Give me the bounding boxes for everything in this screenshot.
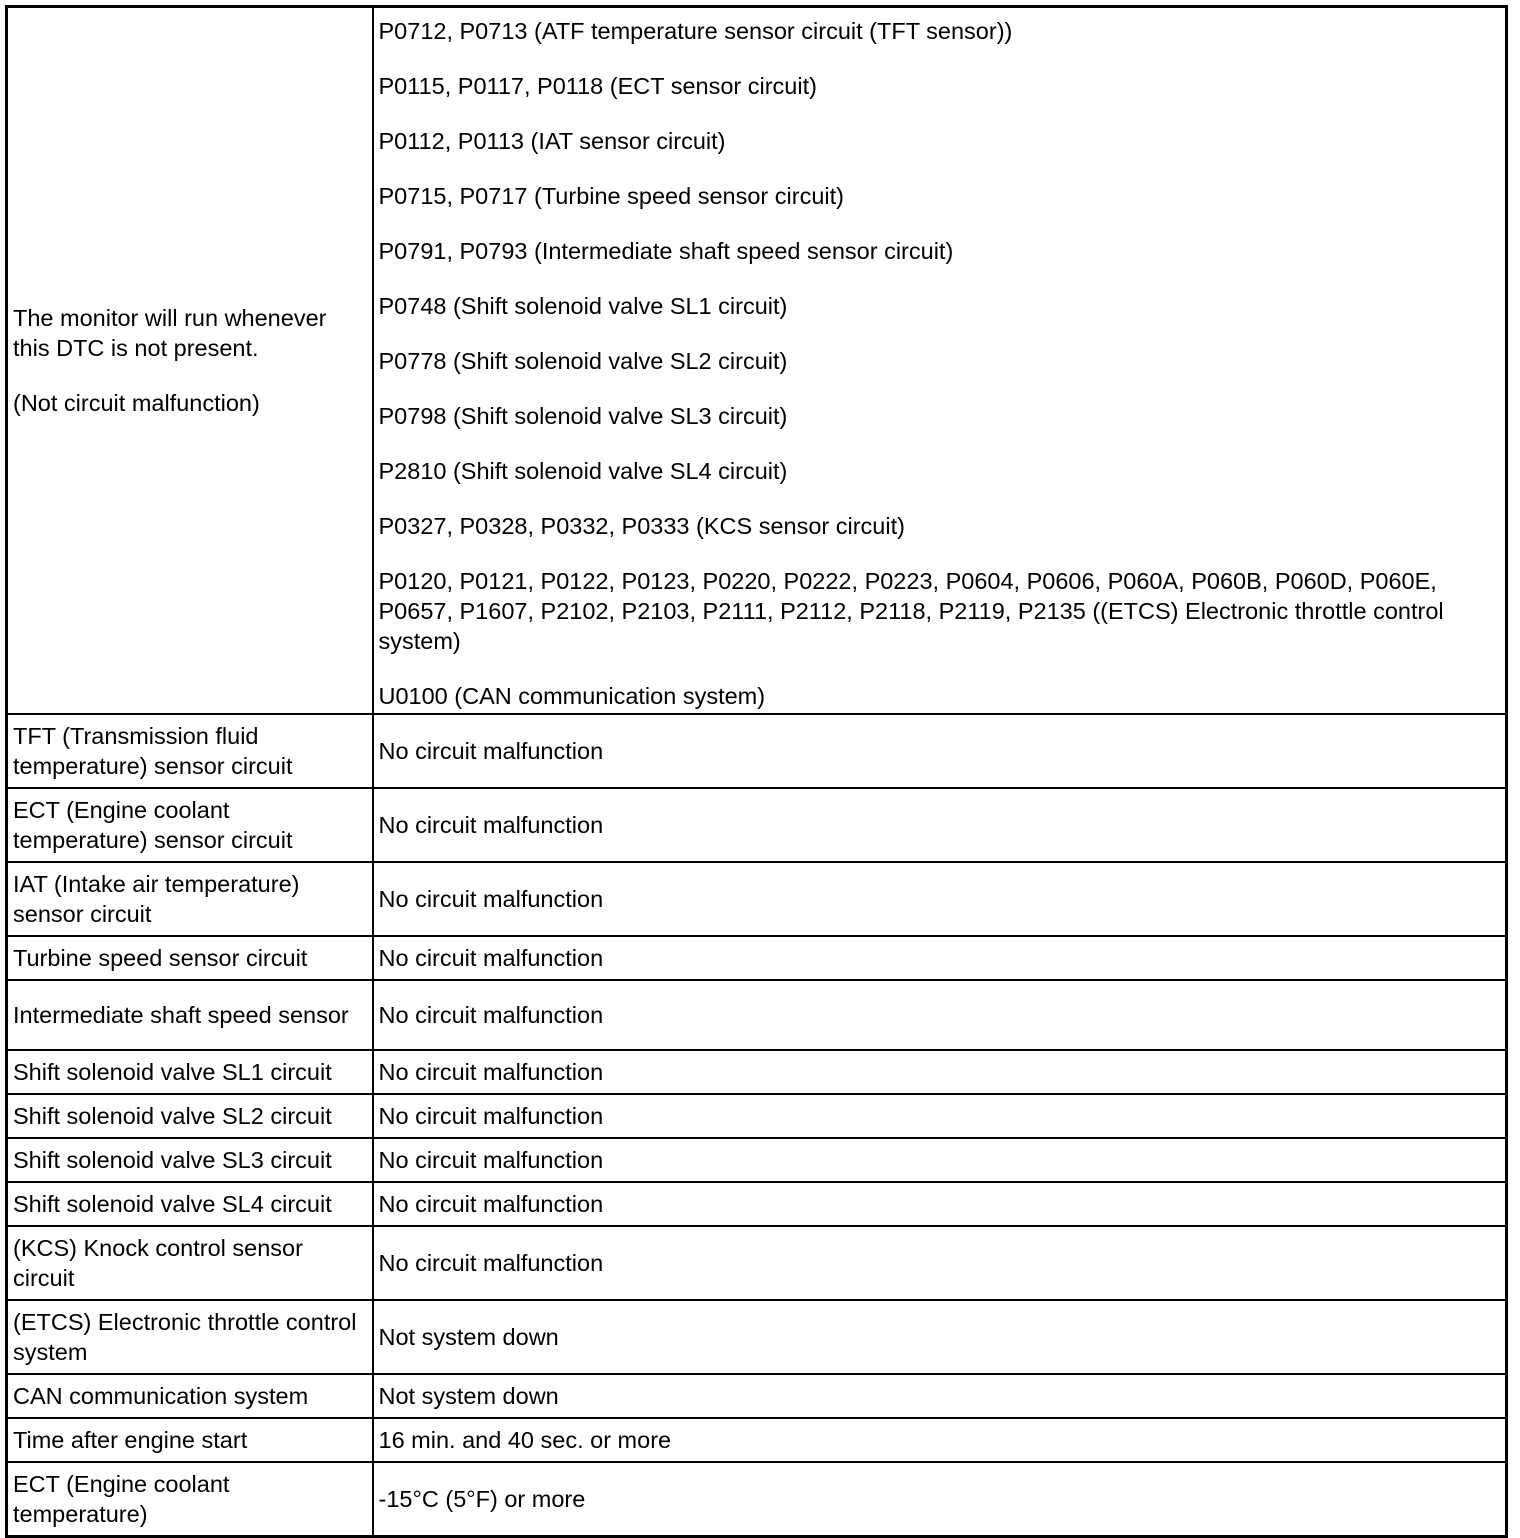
condition-value: No circuit malfunction bbox=[373, 714, 1507, 788]
dtc-list-item: P0112, P0113 (IAT sensor circuit) bbox=[378, 128, 726, 154]
dtc-list-item: P0715, P0717 (Turbine speed sensor circuit) bbox=[378, 183, 844, 209]
condition-item: (KCS) Knock control sensor circuit bbox=[7, 1226, 373, 1300]
dtc-list-item: P0791, P0793 (Intermediate shaft speed sensor circuit) bbox=[378, 238, 954, 264]
condition-value: No circuit malfunction bbox=[373, 936, 1507, 980]
condition-value: No circuit malfunction bbox=[373, 1182, 1507, 1226]
monitor-conditions-table bbox=[5, 5, 1508, 1538]
table-row bbox=[7, 7, 1507, 715]
dtc-list-item: P2810 (Shift solenoid valve SL4 circuit) bbox=[378, 458, 788, 484]
condition-item: ECT (Engine coolant temperature) sensor circuit bbox=[7, 788, 373, 862]
condition-item: ECT (Engine coolant temperature) bbox=[7, 1462, 373, 1537]
condition-item: TFT (Transmission fluid temperature) sensor circuit bbox=[7, 714, 373, 788]
condition-item: Time after engine start bbox=[7, 1418, 373, 1462]
table-row bbox=[7, 1374, 1507, 1418]
condition-item: Shift solenoid valve SL1 circuit bbox=[7, 1050, 373, 1094]
table-row bbox=[7, 1462, 1507, 1537]
table-row bbox=[7, 788, 1507, 862]
condition-item: Intermediate shaft speed sensor bbox=[7, 980, 373, 1050]
monitor-condition-note: (Not circuit malfunction) bbox=[13, 390, 260, 416]
condition-item: (ETCS) Electronic throttle control system bbox=[7, 1300, 373, 1374]
table-row bbox=[7, 936, 1507, 980]
condition-item: CAN communication system bbox=[7, 1374, 373, 1418]
table-row bbox=[7, 1226, 1507, 1300]
condition-value: 16 min. and 40 sec. or more bbox=[373, 1418, 1507, 1462]
condition-value: No circuit malfunction bbox=[373, 1138, 1507, 1182]
dtc-list-cell bbox=[373, 7, 1507, 715]
table-row bbox=[7, 714, 1507, 788]
monitor-condition-cell bbox=[7, 7, 373, 715]
table-row bbox=[7, 1050, 1507, 1094]
condition-item: IAT (Intake air temperature) sensor circuit bbox=[7, 862, 373, 936]
table-row bbox=[7, 980, 1507, 1050]
monitor-condition-text: The monitor will run whenever this DTC is not present. bbox=[13, 305, 327, 361]
dtc-list-item: P0327, P0328, P0332, P0333 (KCS sensor circuit) bbox=[378, 513, 905, 539]
condition-item: Turbine speed sensor circuit bbox=[7, 936, 373, 980]
condition-item: Shift solenoid valve SL2 circuit bbox=[7, 1094, 373, 1138]
condition-item: Shift solenoid valve SL4 circuit bbox=[7, 1182, 373, 1226]
condition-value: No circuit malfunction bbox=[373, 862, 1507, 936]
table-row bbox=[7, 1182, 1507, 1226]
condition-value: No circuit malfunction bbox=[373, 788, 1507, 862]
condition-value: No circuit malfunction bbox=[373, 1050, 1507, 1094]
condition-value: No circuit malfunction bbox=[373, 1094, 1507, 1138]
dtc-list-item: P0712, P0713 (ATF temperature sensor circuit (TFT sensor)) bbox=[378, 18, 1013, 44]
condition-value: -15°C (5°F) or more bbox=[373, 1462, 1507, 1537]
condition-value: Not system down bbox=[373, 1374, 1507, 1418]
condition-value: Not system down bbox=[373, 1300, 1507, 1374]
table-row bbox=[7, 1418, 1507, 1462]
dtc-list-item: P0748 (Shift solenoid valve SL1 circuit) bbox=[378, 293, 788, 319]
table-row bbox=[7, 1300, 1507, 1374]
dtc-list-item: P0120, P0121, P0122, P0123, P0220, P0222, P0223, P0604, P0606, P060A, P060B, P060D, P060E, P0657, P1607, P2102, P2103, P2111, P2112, P2118, P2119, P2135 ((ETCS) Electronic throttle control system) bbox=[378, 568, 1444, 654]
table-row bbox=[7, 1094, 1507, 1138]
table-row bbox=[7, 862, 1507, 936]
dtc-list-item: P0115, P0117, P0118 (ECT sensor circuit) bbox=[378, 73, 817, 99]
condition-value: No circuit malfunction bbox=[373, 1226, 1507, 1300]
dtc-list-item: U0100 (CAN communication system) bbox=[378, 683, 766, 709]
condition-value: No circuit malfunction bbox=[373, 980, 1507, 1050]
dtc-list-item: P0778 (Shift solenoid valve SL2 circuit) bbox=[378, 348, 788, 374]
table-row bbox=[7, 1138, 1507, 1182]
condition-item: Shift solenoid valve SL3 circuit bbox=[7, 1138, 373, 1182]
dtc-list-item: P0798 (Shift solenoid valve SL3 circuit) bbox=[378, 403, 788, 429]
